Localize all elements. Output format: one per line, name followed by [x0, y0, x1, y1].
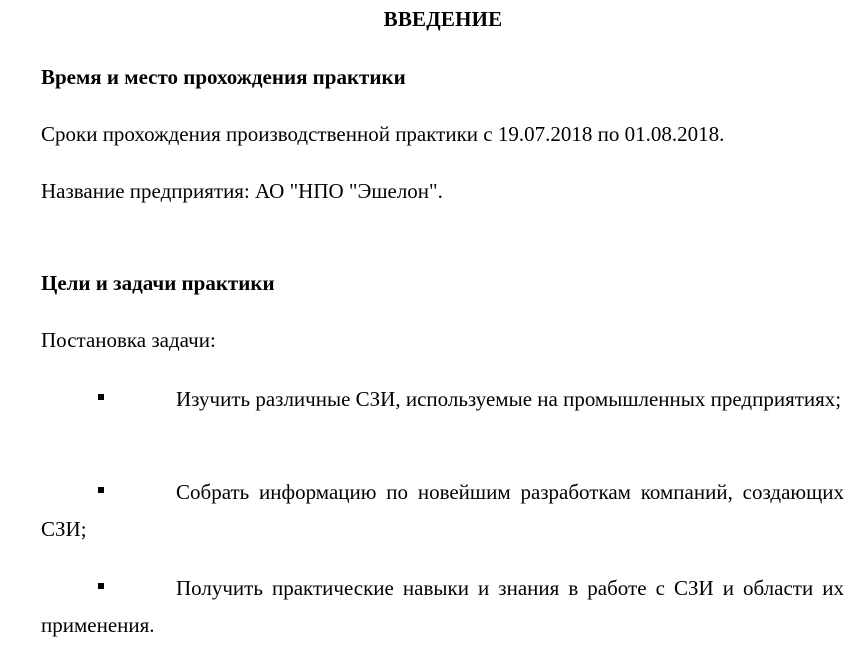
- section-heading-time-place: Время и место прохождения практики: [41, 65, 406, 89]
- list-item: [41, 474, 844, 548]
- section-heading-goals: Цели и задачи практики: [41, 271, 275, 295]
- bullet-square-icon: [98, 394, 104, 400]
- bullet-square-icon: [98, 583, 104, 589]
- internship-dates-paragraph: Сроки прохождения производственной практики с 19.07.2018 по 01.08.2018.: [41, 122, 725, 146]
- list-item-text: Получить практические навыки и знания в работе с СЗИ и области их применения.: [41, 576, 844, 637]
- list-item: [41, 570, 844, 644]
- list-item: [41, 381, 844, 418]
- list-item-text: Собрать информацию по новейшим разработкам компаний, создающих СЗИ;: [41, 480, 844, 541]
- bullet-square-icon: [98, 487, 104, 493]
- list-item-text: Изучить различные СЗИ, используемые на промышленных предприятиях;: [176, 387, 842, 411]
- document-title: ВВЕДЕНИЕ: [383, 7, 503, 31]
- company-name-paragraph: Название предприятия: АО "НПО "Эшелон".: [41, 179, 443, 203]
- task-intro-paragraph: Постановка задачи:: [41, 328, 216, 352]
